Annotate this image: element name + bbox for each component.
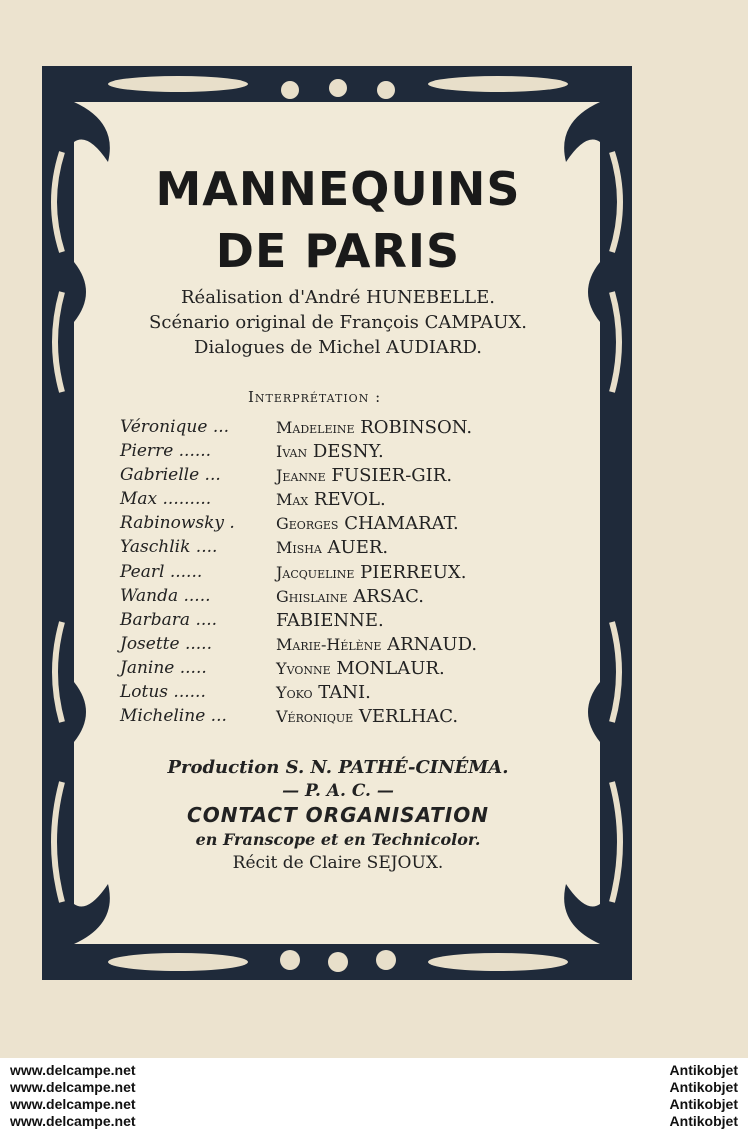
cast-row	[120, 634, 590, 658]
film-title-line1: MANNEQUINS	[155, 162, 521, 216]
cast-actor	[276, 513, 459, 534]
cast-row	[120, 537, 590, 561]
production-credit: Production S. N. PATHÉ-CINÉMA.	[167, 757, 509, 778]
actor-last-name: FUSIER-GIR.	[331, 465, 453, 487]
actor-first-name: Marie-Hélène	[276, 634, 382, 654]
cast-role: Lotus ......	[120, 682, 206, 703]
actor-last-name: VERLHAC.	[358, 706, 459, 728]
cast-row	[120, 489, 590, 513]
actor-last-name: ROBINSON.	[360, 417, 473, 438]
actor-last-name: DESNY.	[312, 441, 384, 463]
actor-first-name: Jeanne	[276, 466, 326, 486]
cast-role: Janine .....	[120, 657, 207, 678]
actor-first-name: Jacqueline	[276, 562, 355, 582]
actor-last-name: CHAMARAT.	[344, 513, 459, 535]
cast-row	[120, 682, 590, 706]
cast-role: Wanda .....	[120, 585, 211, 606]
actor-first-name: Ivan	[276, 442, 308, 462]
footer-right-text: Antikobjet	[669, 1096, 738, 1112]
actor-first-name: Yvonne	[276, 658, 331, 678]
actor-first-name: Madeleine	[276, 418, 355, 437]
actor-last-name: FABIENNE.	[276, 609, 384, 631]
cast-role: Véronique ...	[120, 417, 230, 437]
cast-role: Rabinowsky .	[120, 513, 235, 534]
cast-role: Max .........	[120, 489, 212, 510]
cast-row	[120, 610, 590, 634]
cast-list	[120, 417, 590, 730]
cast-actor	[276, 586, 424, 607]
footer-right-text: Antikobjet	[669, 1113, 738, 1129]
cast-row	[120, 513, 590, 537]
cast-row	[120, 465, 590, 489]
actor-first-name: Yoko	[276, 683, 313, 703]
actor-last-name: ARNAUD.	[387, 633, 478, 655]
actor-last-name: REVOL.	[313, 489, 386, 511]
contact-organisation: CONTACT ORGANISATION	[187, 803, 489, 827]
actor-last-name: TANI.	[318, 682, 371, 704]
cast-role: Pierre ......	[120, 441, 212, 462]
cast-actor	[276, 465, 452, 486]
cast-role: Yaschlik ....	[120, 537, 218, 558]
cast-row	[120, 441, 590, 465]
cast-actor	[276, 441, 384, 462]
dialogue-credit: Dialogues de Michel AUDIARD.	[194, 337, 482, 358]
cast-actor	[276, 682, 371, 703]
cast-actor	[276, 562, 466, 583]
cast-actor	[276, 706, 458, 727]
actor-last-name: AUER.	[327, 537, 389, 559]
footer-right-text: Antikobjet	[669, 1062, 738, 1078]
actor-first-name: Ghislaine	[276, 586, 348, 606]
footer-left-text: www.delcampe.net	[10, 1096, 136, 1112]
cast-row	[120, 706, 590, 730]
cast-actor	[276, 489, 386, 510]
cast-role: Josette .....	[120, 633, 212, 654]
footer-right-text: Antikobjet	[669, 1079, 738, 1095]
cast-actor	[276, 537, 388, 558]
format-credit: en Franscope et en Technicolor.	[195, 830, 481, 849]
footer-left-text: www.delcampe.net	[10, 1079, 136, 1095]
cast-actor	[276, 658, 445, 679]
cast-role: Pearl ......	[120, 561, 203, 582]
actor-first-name: Georges	[276, 514, 339, 534]
cast-row	[120, 562, 590, 586]
cast-actor	[276, 634, 477, 655]
cast-actor	[276, 610, 384, 631]
film-title-line2: DE PARIS	[215, 224, 461, 278]
screenplay-credit: Scénario original de François CAMPAUX.	[149, 312, 527, 333]
actor-last-name: MONLAUR.	[336, 657, 445, 679]
actor-first-name: Misha	[276, 538, 322, 558]
watermark-footer	[0, 1060, 748, 1131]
actor-last-name: ARSAC.	[353, 585, 424, 607]
cast-role: Barbara ....	[120, 609, 218, 630]
cast-role: Micheline ...	[120, 706, 227, 727]
footer-left-text: www.delcampe.net	[10, 1113, 136, 1129]
actor-last-name: PIERREUX.	[360, 561, 467, 583]
pac-credit: — P. A. C. —	[282, 781, 394, 801]
cast-row	[120, 417, 590, 441]
cast-actor	[276, 417, 472, 438]
actor-first-name: Véronique	[276, 707, 354, 727]
cast-role: Gabrielle ...	[120, 465, 221, 486]
footer-left-text: www.delcampe.net	[10, 1062, 136, 1078]
story-credit: Récit de Claire SEJOUX.	[232, 853, 444, 873]
director-credit: Réalisation d'André HUNEBELLE.	[180, 287, 495, 308]
cast-row	[120, 586, 590, 610]
actor-first-name: Max	[276, 490, 309, 510]
interpretation-heading: Interprétation :	[248, 388, 382, 406]
cast-row	[120, 658, 590, 682]
